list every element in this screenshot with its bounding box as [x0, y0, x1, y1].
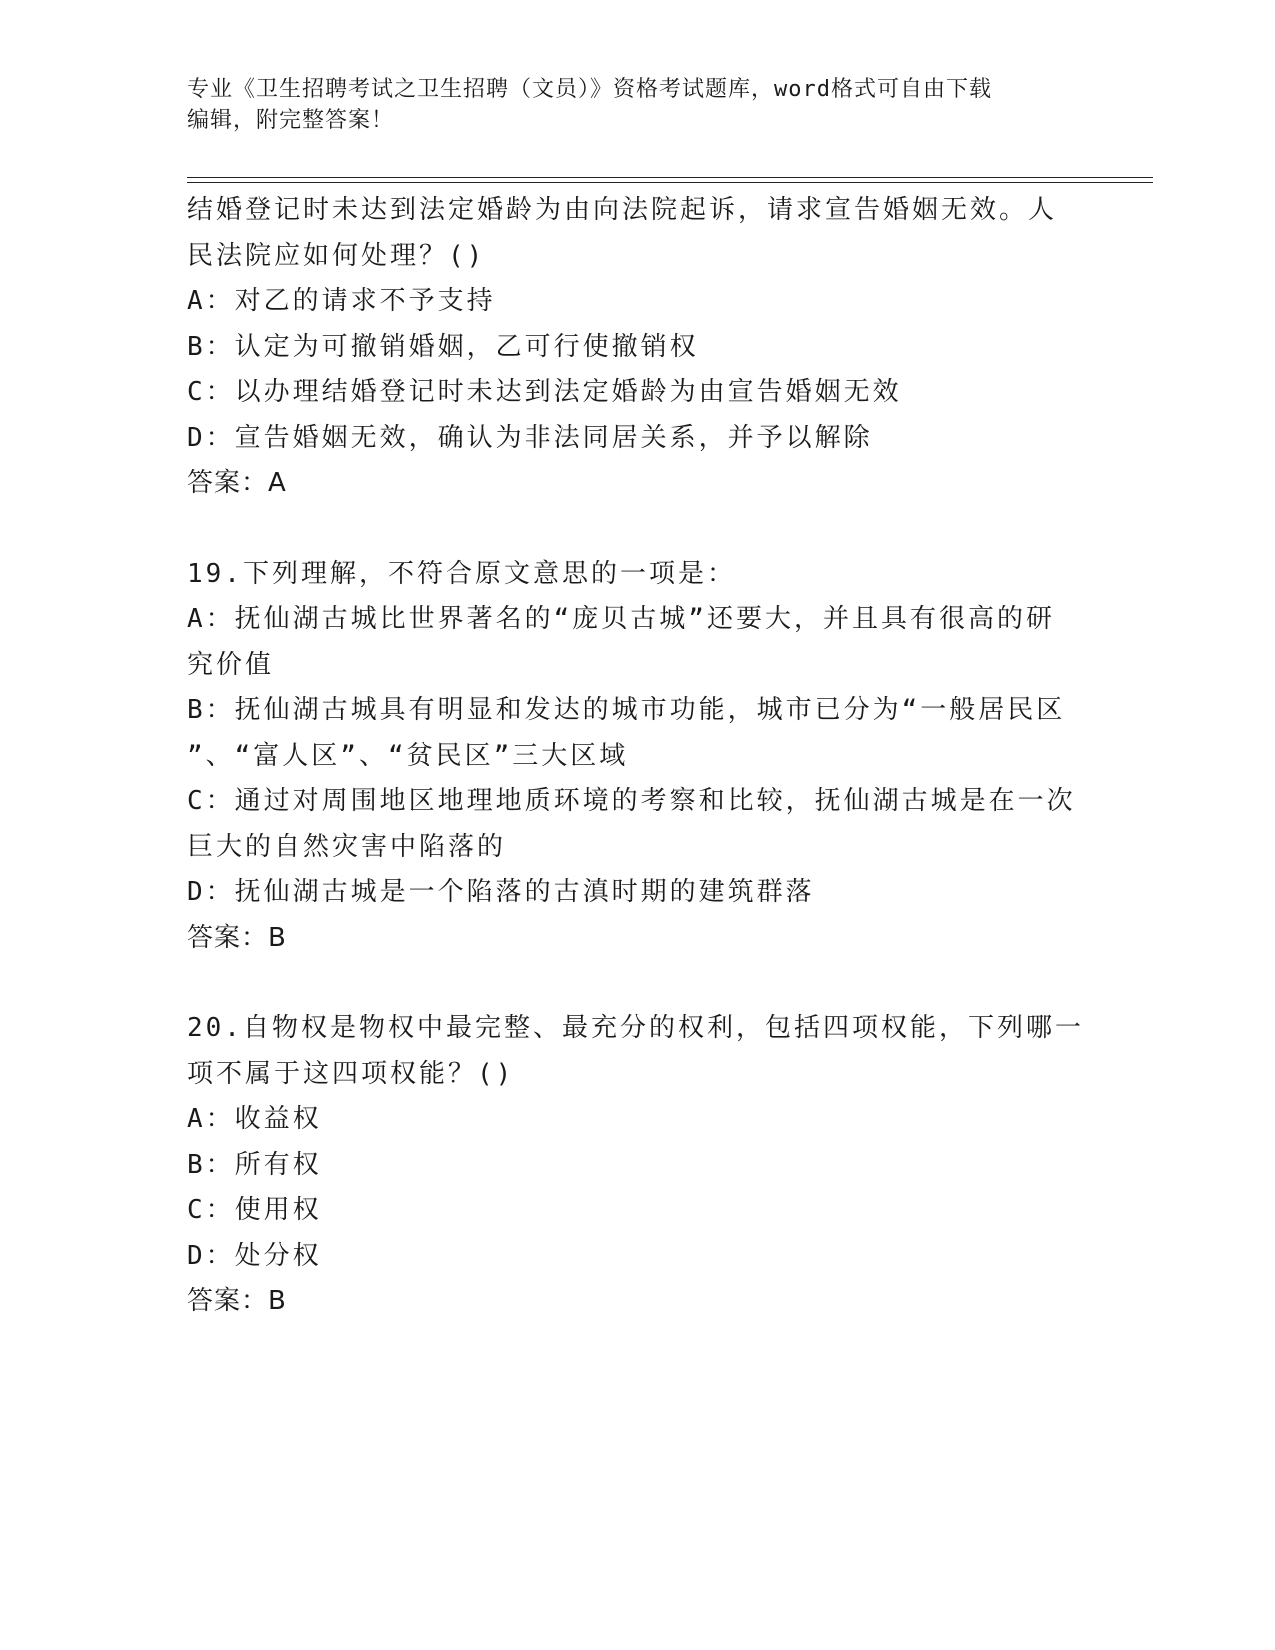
option-d: D：抚仙湖古城是一个陷落的古滇时期的建筑群落 — [187, 877, 815, 907]
option-a-continued: 究价值 — [187, 649, 275, 680]
question-spacer — [187, 507, 1087, 552]
question-spacer — [187, 961, 1087, 1006]
option-b: B：所有权 — [187, 1149, 322, 1180]
question-19 — [187, 552, 1087, 962]
question-18 — [187, 188, 1087, 507]
option-c-continued: 巨大的自然灾害中陷落的 — [187, 831, 507, 862]
option-b-continued: ”、“富人区”、“贫民区”三大区域 — [187, 740, 629, 771]
option-a: A：对乙的请求不予支持 — [187, 286, 496, 316]
header-line-1: 专业《卫生招聘考试之卫生招聘（文员）》资格考试题库，word格式可自由下载 — [187, 77, 992, 102]
option-c: C：使用权 — [187, 1195, 322, 1225]
answer-label: 答案：B — [187, 1286, 287, 1316]
answer-label: 答案：A — [187, 468, 287, 498]
header-divider-bottom — [187, 182, 1153, 183]
document-header — [187, 74, 1087, 136]
header-divider-top — [187, 177, 1153, 178]
question-20 — [187, 1006, 1087, 1325]
option-d: D：处分权 — [187, 1240, 322, 1271]
option-c: C：通过对周围地区地理地质环境的考察和比较，抚仙湖古城是在一次 — [187, 786, 1076, 816]
option-b: B：认定为可撤销婚姻，乙可行使撤销权 — [187, 331, 699, 362]
option-d: D：宣告婚姻无效，确认为非法同居关系，并予以解除 — [187, 422, 873, 453]
question-list — [187, 188, 1087, 1325]
question-stem: 19.下列理解，不符合原文意思的一项是： — [187, 558, 736, 589]
question-stem: 项不属于这四项权能？() — [187, 1058, 515, 1089]
option-a: A：收益权 — [187, 1104, 322, 1134]
option-b: B：抚仙湖古城具有明显和发达的城市功能，城市已分为“一般居民区 — [187, 695, 1066, 725]
header-line-2: 编辑，附完整答案！ — [187, 108, 395, 133]
question-stem: 20.自物权是物权中最完整、最充分的权利，包括四项权能，下列哪一 — [187, 1013, 1084, 1043]
question-stem: 民法院应如何处理？() — [187, 240, 486, 271]
option-a: A：抚仙湖古城比世界著名的“庞贝古城”还要大，并且具有很高的研 — [187, 604, 1055, 634]
option-c: C：以办理结婚登记时未达到法定婚龄为由宣告婚姻无效 — [187, 377, 902, 407]
question-stem: 结婚登记时未达到法定婚龄为由向法院起诉，请求宣告婚姻无效。人 — [187, 195, 1058, 225]
answer-label: 答案：B — [187, 922, 287, 953]
